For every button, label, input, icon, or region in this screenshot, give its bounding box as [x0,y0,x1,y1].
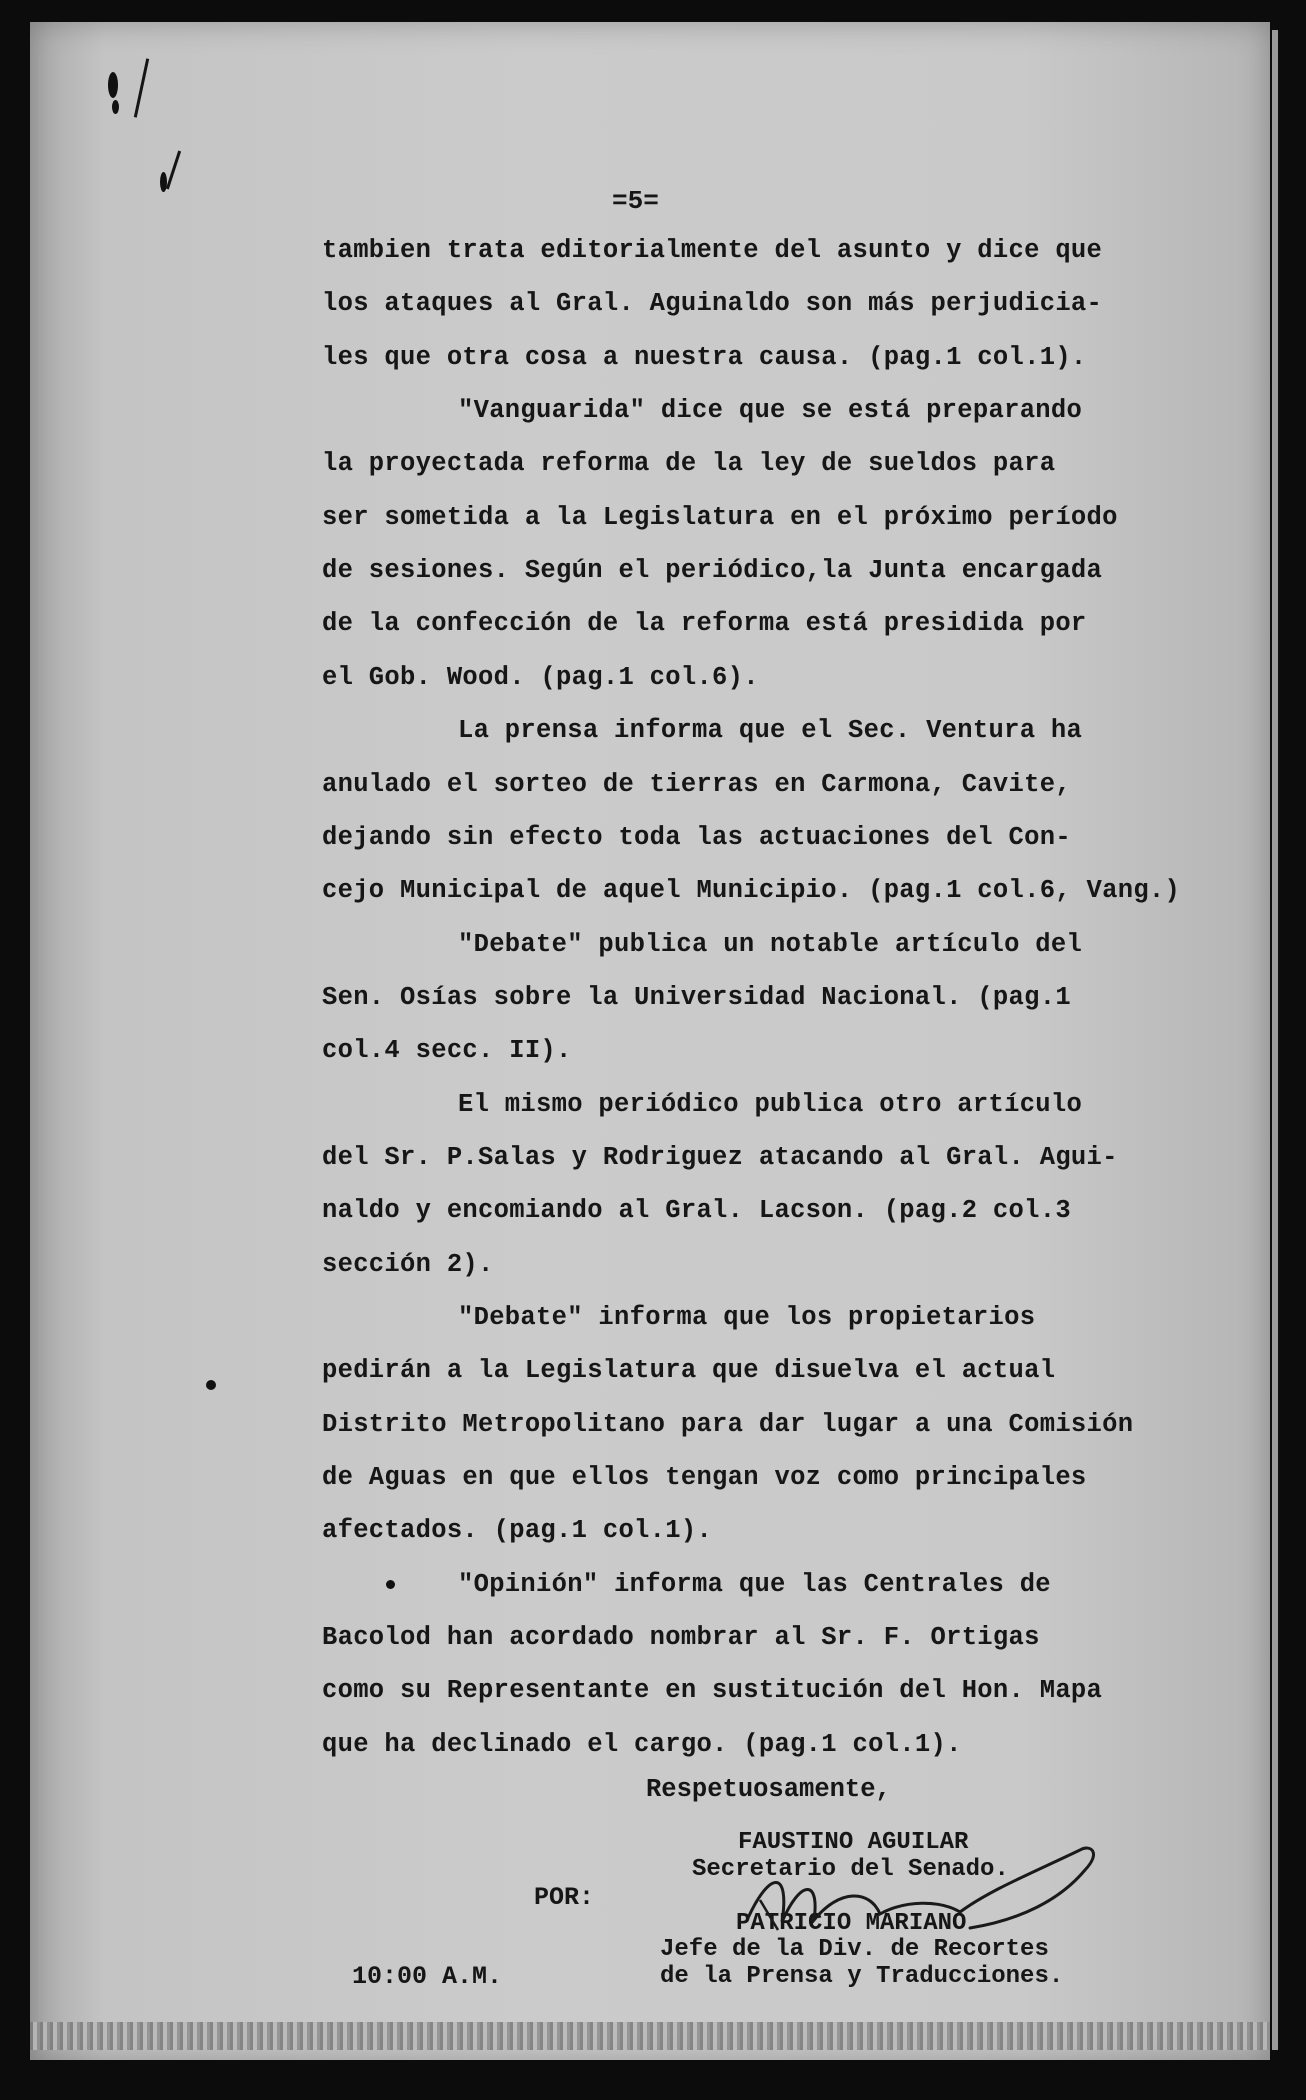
body-line: el Gob. Wood. (pag.1 col.6). [322,662,759,692]
body-line: naldo y encomiando al Gral. Lacson. (pag.2 col.3 [322,1196,1071,1226]
ink-speck [160,172,167,192]
body-line: tambien trata editorialmente del asunto y dice que [322,236,1103,265]
body-line: del Sr. P.Salas y Rodriguez atacando al Gral. Agui- [322,1142,1118,1172]
signatory-2-name: PATRICIO MARIANO [736,1910,967,1937]
body-line: anulado el sorteo de tierras en Carmona, Cavite, [322,769,1071,799]
time-label: 10:00 A.M. [352,1962,503,1991]
paper-bottom-strip [30,2022,1270,2050]
body-line: afectados. (pag.1 col.1). [322,1516,713,1546]
body-line: de la confección de la reforma está presidida por [322,609,1087,639]
body-line: los ataques al Gral. Aguinaldo son más perjudicia- [322,289,1103,319]
body-line: la proyectada reforma de la ley de sueldos para [322,449,1056,479]
page-number: =5= [612,186,659,216]
handwritten-signature [730,1830,1110,1940]
signatory-2-title-line-1: Jefe de la Div. de Recortes [660,1936,1049,1963]
ink-speck [108,72,118,98]
body-line: pedirán a la Legislatura que disuelva el actual [322,1356,1056,1386]
ink-speck [206,1380,216,1390]
body-line: de Aguas en que ellos tengan voz como principales [322,1463,1087,1493]
paper-edge [1272,30,1278,2050]
body-line: Bacolod han acordado nombrar al Sr. F. Ortigas [322,1623,1040,1653]
body-line: El mismo periódico publica otro artículo [458,1089,1083,1119]
body-line: "Opinión" informa que las Centrales de [458,1569,1051,1599]
signatory-1-name: FAUSTINO AGUILAR [738,1829,969,1856]
ink-speck [112,100,119,114]
body-line: ser sometida a la Legislatura en el próximo período [322,502,1118,532]
closing-salutation: Respetuosamente, [646,1775,891,1804]
body-line: "Debate" publica un notable artículo del [458,929,1083,959]
signatory-1-title: Secretario del Senado. [692,1856,1009,1883]
body-line: La prensa informa que el Sec. Ventura ha [458,716,1083,746]
body-line: col.4 secc. II). [322,1036,572,1066]
body-line: Distrito Metropolitano para dar lugar a una Comisión [322,1409,1134,1439]
body-line: como su Representante en sustitución del Hon. Mapa [322,1676,1103,1706]
body-line: "Vanguarida" dice que se está preparando [458,396,1083,426]
body-line: dejando sin efecto toda las actuaciones del Con- [322,822,1071,852]
body-line: que ha declinado el cargo. (pag.1 col.1). [322,1729,962,1759]
body-line: les que otra cosa a nuestra causa. (pag.1 col.1). [322,342,1087,372]
signatory-2-title-line-2: de la Prensa y Traducciones. [660,1963,1064,1990]
ink-speck [386,1580,395,1589]
body-line: Sen. Osías sobre la Universidad Nacional. (pag.1 [322,982,1071,1012]
body-line: "Debate" informa que los propietarios [458,1303,1036,1332]
body-line: sección 2). [322,1249,494,1279]
body-line: cejo Municipal de aquel Municipio. (pag.1 col.6, Vang.) [322,876,1181,906]
body-line: de sesiones. Según el periódico,la Junta encargada [322,556,1103,586]
por-label: POR: [534,1883,595,1912]
